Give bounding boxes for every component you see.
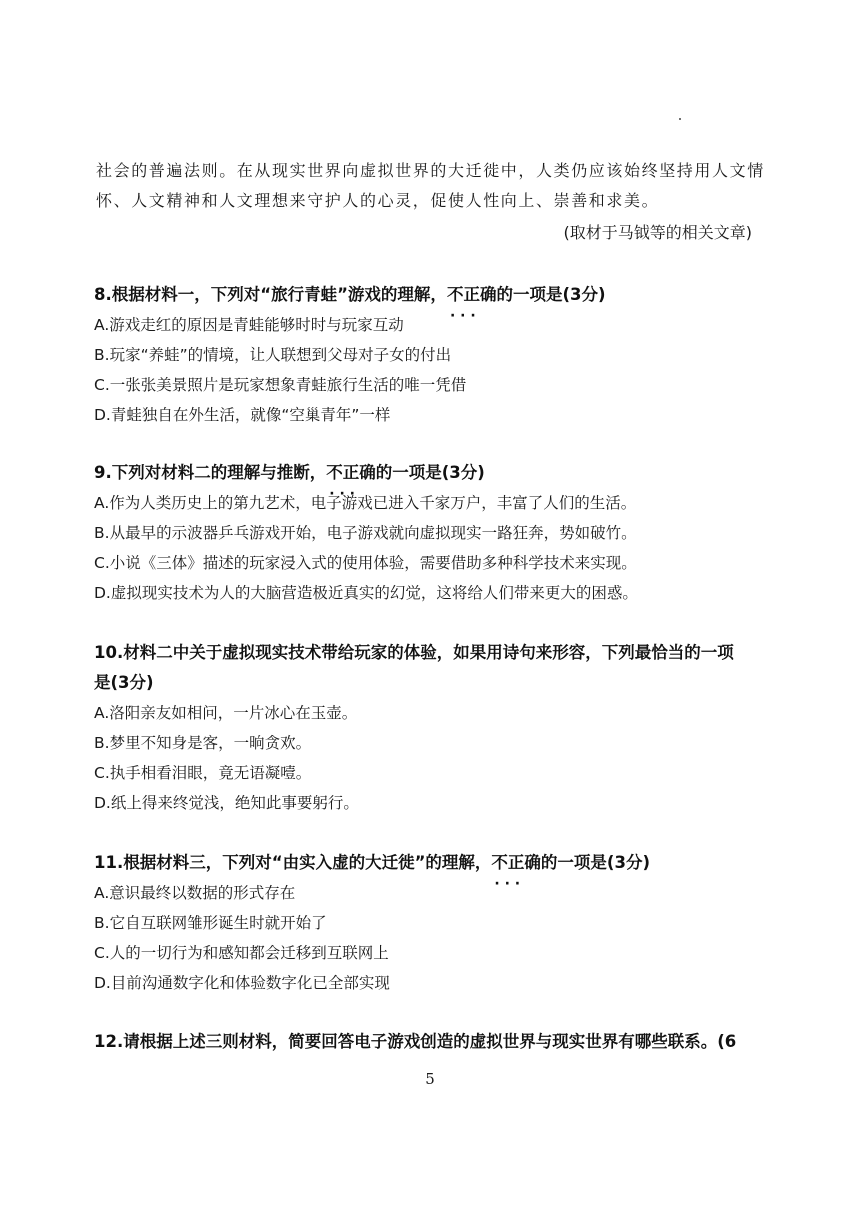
question-10-title-line-2: 是(3分) <box>94 673 154 692</box>
question-11-title: 11.根据材料三，下列对“由实入虚的大迁徙”的理解，不正确 · · ·的一项是(3分) <box>94 848 774 878</box>
question-9 <box>94 458 774 608</box>
option-c: C.一张张美景照片是玩家想象青蛙旅行生活的唯一凭借 <box>94 376 467 394</box>
question-12-title: 12.请根据上述三则材料，简要回答电子游戏创造的虚拟世界与现实世界有哪些联系。(6 <box>94 1032 737 1051</box>
page-number: 5 <box>425 1070 435 1088</box>
emphasis-not-correct: 不正确 · · · <box>491 848 541 878</box>
option-c: C.人的一切行为和感知都会迁移到互联网上 <box>94 944 389 962</box>
question-8 <box>94 280 774 430</box>
question-10-title-line-1: 10.材料二中关于虚拟现实技术带给玩家的体验，如果用诗句来形容，下列最恰当的一项 <box>94 643 734 662</box>
option-d: D.青蛙独自在外生活，就像“空巢青年”一样 <box>94 406 391 424</box>
option-d: D.目前沟通数字化和体验数字化已全部实现 <box>94 974 390 992</box>
option-c: C.小说《三体》描述的玩家浸入式的使用体验，需要借助多种科学技术来实现。 <box>94 554 637 572</box>
stray-dot-mark <box>679 118 681 120</box>
question-11 <box>94 848 774 998</box>
option-d: D.虚拟现实技术为人的大脑营造极近真实的幻觉，这将给人们带来更大的困惑。 <box>94 584 638 602</box>
option-b: B.它自互联网雏形诞生时就开始了 <box>94 914 327 932</box>
option-a: A.意识最终以数据的形式存在 <box>94 884 296 902</box>
option-b: B.梦里不知身是客，一晌贪欢。 <box>94 734 312 752</box>
emphasis-not-correct: 不正确 · · · <box>447 280 497 310</box>
option-a: A.洛阳亲友如相问，一片冰心在玉壶。 <box>94 704 358 722</box>
option-c: C.执手相看泪眼，竟无语凝噎。 <box>94 764 312 782</box>
question-9-title: 9.下列对材料二的理解与推断，不正确 · · ·的一项是(3分) <box>94 458 774 488</box>
intro-line-2: 怀、人文精神和人文理想来守护人的心灵，促使人性向上、崇善和求美。 <box>96 191 660 210</box>
option-b: B.玩家“养蛙”的情境，让人联想到父母对子女的付出 <box>94 346 452 364</box>
intro-paragraph <box>96 156 766 216</box>
option-b: B.从最早的示波器乒乓游戏开始，电子游戏就向虚拟现实一路狂奔，势如破竹。 <box>94 524 637 542</box>
option-a: A.作为人类历史上的第九艺术，电子游戏已进入千家万户，丰富了人们的生活。 <box>94 494 637 512</box>
question-8-title: 8.根据材料一，下列对“旅行青蛙”游戏的理解，不正确 · · ·的一项是(3分) <box>94 280 774 310</box>
question-12 <box>94 1027 774 1057</box>
intro-line-1: 社会的普遍法则。在从现实世界向虚拟世界的大迁徙中，人类仍应该始终坚持用人文情 <box>96 161 765 180</box>
option-d: D.纸上得来终觉浅，绝知此事要躬行。 <box>94 794 359 812</box>
option-a: A.游戏走红的原因是青蛙能够时时与玩家互动 <box>94 316 404 334</box>
emphasis-not-correct: 不正确 · · · <box>326 458 376 488</box>
question-10 <box>94 638 774 818</box>
source-citation: (取材于马钺等的相关文章) <box>563 223 752 242</box>
